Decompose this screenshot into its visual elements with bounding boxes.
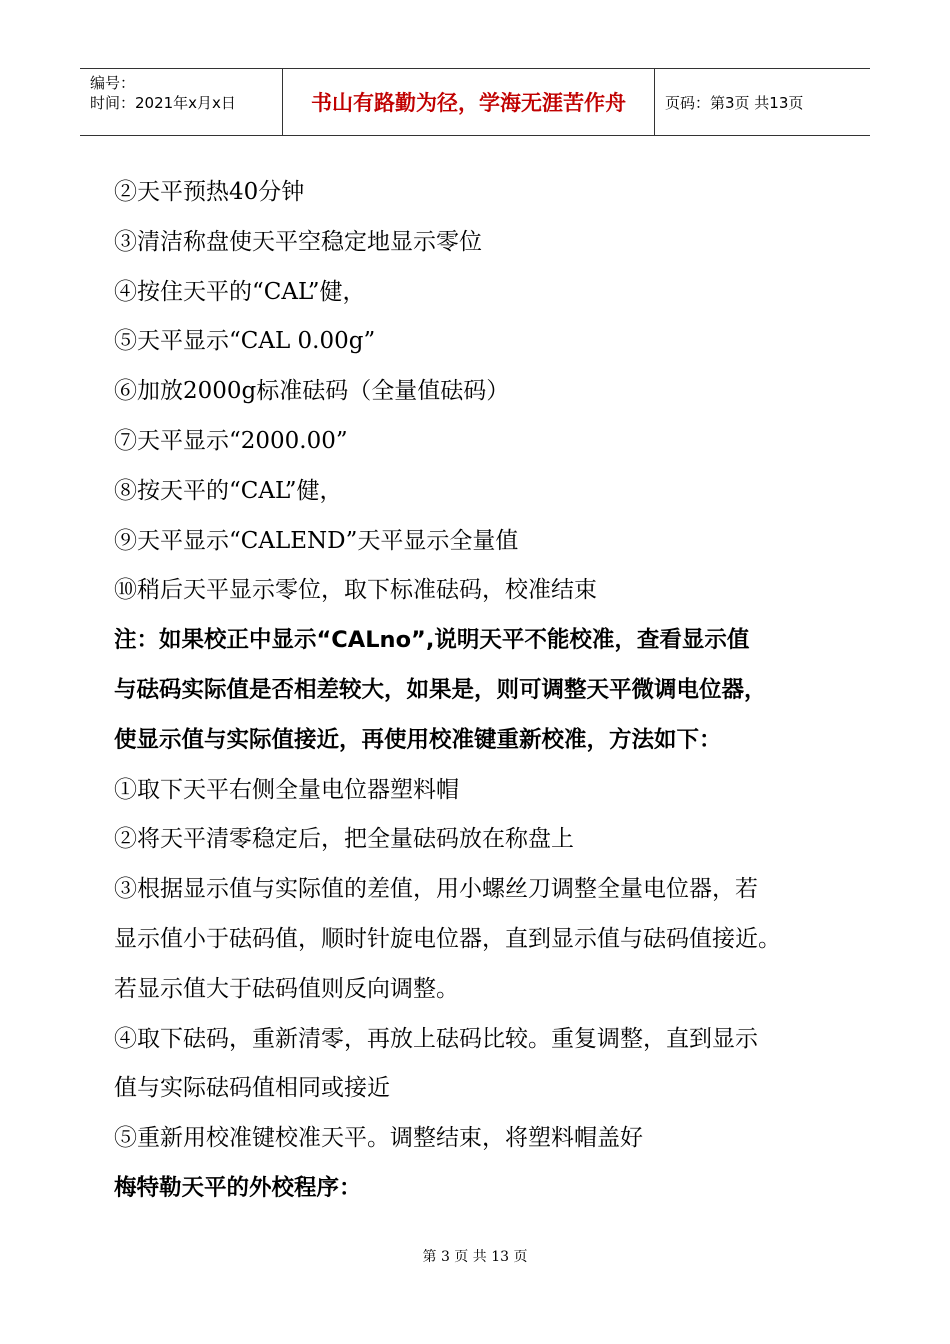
note-line: 使显示值与实际值接近，再使用校准键重新校准，方法如下： (114, 726, 722, 753)
document-time-label: 时间：2021年x月x日 (90, 94, 236, 112)
page-header (80, 68, 870, 136)
note-line: 注：如果校正中显示“CALno”,说明天平不能校准，查看显示值 (114, 627, 750, 654)
header-slogan-cell (283, 69, 655, 135)
document-body (114, 168, 864, 1214)
section-heading: 梅特勒天平的外校程序： (114, 1174, 362, 1201)
body-line: ②将天平清零稳定后，把全量砝码放在称盘上 (114, 826, 574, 853)
header-slogan: 书山有路勤为径，学海无涯苦作舟 (311, 90, 626, 115)
body-line: ④取下砝码，重新清零，再放上砝码比较。重复调整，直到显示 (114, 1025, 758, 1052)
body-line: ⑤重新用校准键校准天平。调整结束，将塑料帽盖好 (114, 1125, 643, 1152)
body-line: ②天平预热40分钟 (114, 179, 305, 205)
body-line: ①取下天平右侧全量电位器塑料帽 (114, 776, 459, 803)
body-line: ⑨天平显示“CALEND”天平显示全量值 (114, 527, 519, 554)
document-number-label: 编号： (90, 74, 136, 92)
body-line: 若显示值大于砝码值则反向调整。 (114, 975, 459, 1002)
body-line: ⑩稍后天平显示零位，取下标准砝码，校准结束 (114, 577, 597, 604)
body-line: ⑥加放2000g标准砝码（全量值砝码） (114, 378, 510, 405)
header-meta (80, 69, 283, 135)
body-line: ⑤天平显示“CAL 0.00g” (114, 328, 376, 355)
body-line: ⑦天平显示“2000.00” (114, 427, 348, 454)
note-line: 与砝码实际值是否相差较大，如果是，则可调整天平微调电位器， (114, 676, 767, 703)
body-line: 值与实际砝码值相同或接近 (114, 1075, 390, 1102)
header-page-info: 页码：第3页 共13页 (665, 93, 804, 112)
page-footer: 第 3 页 共 13 页 (422, 1249, 528, 1265)
body-line: ④按住天平的“CAL”健， (114, 278, 366, 305)
body-line: ⑧按天平的“CAL”健， (114, 477, 343, 504)
body-line: 显示值小于砝码值，顺时针旋电位器，直到显示值与砝码值接近。 (114, 925, 781, 952)
body-line: ③根据显示值与实际值的差值，用小螺丝刀调整全量电位器，若 (114, 876, 758, 903)
body-line: ③清洁称盘使天平空稳定地显示零位 (114, 228, 482, 255)
